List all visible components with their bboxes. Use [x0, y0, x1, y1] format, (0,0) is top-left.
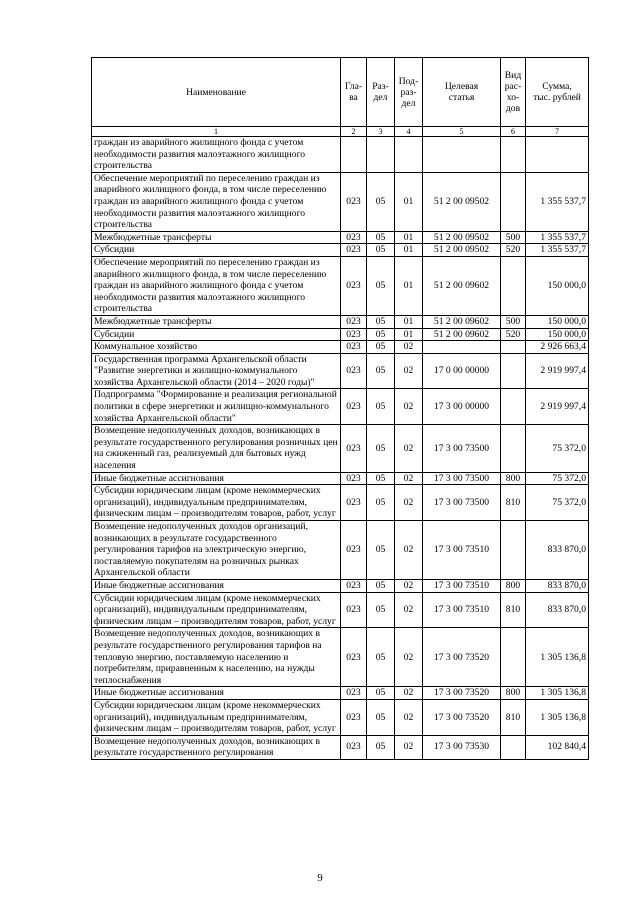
- row-sum: 2 919 997,4: [526, 353, 589, 389]
- row-article: 51 2 00 09502: [423, 172, 501, 231]
- row-razdel: [367, 137, 395, 173]
- table-row: [92, 244, 589, 257]
- row-podrazdel: 02: [395, 389, 423, 425]
- row-razdel: 05: [367, 328, 395, 341]
- row-article: 51 2 00 09502: [423, 231, 501, 244]
- table-row: [92, 353, 589, 389]
- row-sum: 1 305 136,8: [526, 687, 589, 700]
- row-glava: 023: [341, 579, 367, 592]
- row-glava: 023: [341, 472, 367, 485]
- column-number-row: [92, 127, 589, 137]
- row-glava: 023: [341, 485, 367, 521]
- table-row: [92, 389, 589, 425]
- row-podrazdel: 02: [395, 472, 423, 485]
- row-razdel: 05: [367, 231, 395, 244]
- row-glava: 023: [341, 328, 367, 341]
- table-row: [92, 231, 589, 244]
- row-glava: 023: [341, 389, 367, 425]
- column-number: 2: [341, 127, 367, 137]
- row-article: 17 3 00 73530: [423, 735, 501, 759]
- row-podrazdel: 02: [395, 628, 423, 687]
- row-article: 17 3 00 00000: [423, 389, 501, 425]
- row-sum: 150 000,0: [526, 328, 589, 341]
- row-glava: 023: [341, 341, 367, 354]
- row-glava: 023: [341, 699, 367, 735]
- column-number: 1: [92, 127, 341, 137]
- row-vid: 520: [501, 328, 526, 341]
- row-razdel: 05: [367, 256, 395, 315]
- row-glava: 023: [341, 172, 367, 231]
- row-glava: [341, 137, 367, 173]
- row-razdel: 05: [367, 472, 395, 485]
- row-podrazdel: 02: [395, 353, 423, 389]
- row-vid: 800: [501, 472, 526, 485]
- row-glava: 023: [341, 592, 367, 628]
- row-vid: [501, 172, 526, 231]
- column-number: 5: [423, 127, 501, 137]
- row-glava: 023: [341, 244, 367, 257]
- row-sum: 1 355 537,7: [526, 231, 589, 244]
- row-article: 17 3 00 73520: [423, 687, 501, 700]
- row-podrazdel: 01: [395, 172, 423, 231]
- header-razdel: Раз- дел: [367, 58, 395, 127]
- row-razdel: 05: [367, 353, 395, 389]
- row-podrazdel: 01: [395, 315, 423, 328]
- column-number: 3: [367, 127, 395, 137]
- row-razdel: 05: [367, 172, 395, 231]
- row-vid: [501, 735, 526, 759]
- column-number: 4: [395, 127, 423, 137]
- header-glava: Гла- ва: [341, 58, 367, 127]
- table-row: [92, 485, 589, 521]
- row-article: [423, 137, 501, 173]
- row-sum: 75 372,0: [526, 485, 589, 521]
- row-glava: 023: [341, 687, 367, 700]
- row-razdel: 05: [367, 244, 395, 257]
- row-vid: [501, 425, 526, 472]
- row-name: граждан из аварийного жилищного фонда с учетом необходимости развития малоэтажного жилищного строительства: [92, 137, 341, 173]
- row-sum: 150 000,0: [526, 315, 589, 328]
- row-podrazdel: 02: [395, 699, 423, 735]
- row-article: 51 2 00 09602: [423, 315, 501, 328]
- row-vid: [501, 628, 526, 687]
- row-razdel: 05: [367, 485, 395, 521]
- row-article: 51 2 00 09602: [423, 256, 501, 315]
- row-glava: 023: [341, 353, 367, 389]
- row-name: Коммунальное хозяйство: [92, 341, 341, 354]
- row-razdel: 05: [367, 592, 395, 628]
- row-sum: 833 870,0: [526, 592, 589, 628]
- row-vid: [501, 137, 526, 173]
- row-podrazdel: 02: [395, 579, 423, 592]
- row-sum: 75 372,0: [526, 472, 589, 485]
- row-sum: 1 305 136,8: [526, 699, 589, 735]
- budget-table: [91, 57, 589, 760]
- row-sum: 102 840,4: [526, 735, 589, 759]
- row-glava: 023: [341, 425, 367, 472]
- table-row: [92, 472, 589, 485]
- row-vid: 500: [501, 231, 526, 244]
- row-razdel: 05: [367, 699, 395, 735]
- table-row: [92, 521, 589, 580]
- table-row: [92, 172, 589, 231]
- row-podrazdel: 02: [395, 341, 423, 354]
- header-sum: Сумма, тыс. рублей: [526, 58, 589, 127]
- row-razdel: 05: [367, 735, 395, 759]
- row-vid: 810: [501, 592, 526, 628]
- row-name: Возмещение недополученных доходов организаций, возникающих в результате государственного регулирования тарифов на электрическую энергию, поставляемую покупателям на розничных рынках Архангельской области: [92, 521, 341, 580]
- row-glava: 023: [341, 231, 367, 244]
- row-glava: 023: [341, 628, 367, 687]
- row-razdel: 05: [367, 628, 395, 687]
- row-name: Иные бюджетные ассигнования: [92, 687, 341, 700]
- row-razdel: 05: [367, 425, 395, 472]
- row-vid: [501, 341, 526, 354]
- row-name: Субсидии юридическим лицам (кроме некоммерческих организаций), индивидуальным предпринимателям, физическим лицам – производителям товаров, работ, услуг: [92, 592, 341, 628]
- row-glava: 023: [341, 521, 367, 580]
- table-row: [92, 425, 589, 472]
- column-number: 6: [501, 127, 526, 137]
- row-glava: 023: [341, 735, 367, 759]
- row-vid: [501, 256, 526, 315]
- row-sum: 150 000,0: [526, 256, 589, 315]
- table-row: [92, 592, 589, 628]
- row-article: 17 3 00 73510: [423, 521, 501, 580]
- table-body: [92, 137, 589, 760]
- row-vid: [501, 521, 526, 580]
- row-vid: 810: [501, 699, 526, 735]
- row-sum: 1 355 537,7: [526, 244, 589, 257]
- row-razdel: 05: [367, 389, 395, 425]
- row-sum: 2 926 663,4: [526, 341, 589, 354]
- header-row: [92, 58, 589, 127]
- row-vid: 500: [501, 315, 526, 328]
- header-name: Наименование: [92, 58, 341, 127]
- row-vid: 800: [501, 687, 526, 700]
- row-podrazdel: 01: [395, 256, 423, 315]
- row-article: 17 3 00 73520: [423, 699, 501, 735]
- row-vid: [501, 389, 526, 425]
- row-name: Субсидии: [92, 244, 341, 257]
- row-sum: 833 870,0: [526, 521, 589, 580]
- row-name: Межбюджетные трансферты: [92, 231, 341, 244]
- row-article: 17 3 00 73500: [423, 425, 501, 472]
- row-article: 17 3 00 73520: [423, 628, 501, 687]
- row-podrazdel: [395, 137, 423, 173]
- row-podrazdel: 01: [395, 328, 423, 341]
- page-number: 9: [317, 872, 323, 884]
- row-vid: 800: [501, 579, 526, 592]
- header-vid: Вид рас- хо- дов: [501, 58, 526, 127]
- table-row: [92, 699, 589, 735]
- header-podrazdel: Под- раз- дел: [395, 58, 423, 127]
- row-podrazdel: 02: [395, 735, 423, 759]
- row-podrazdel: 01: [395, 231, 423, 244]
- row-article: 17 3 00 73510: [423, 592, 501, 628]
- row-vid: 810: [501, 485, 526, 521]
- row-article: 51 2 00 09502: [423, 244, 501, 257]
- table-row: [92, 315, 589, 328]
- table-row: [92, 579, 589, 592]
- row-podrazdel: 02: [395, 485, 423, 521]
- row-name: Иные бюджетные ассигнования: [92, 472, 341, 485]
- row-sum: 833 870,0: [526, 579, 589, 592]
- row-glava: 023: [341, 315, 367, 328]
- row-article: 17 3 00 73500: [423, 472, 501, 485]
- row-podrazdel: 02: [395, 592, 423, 628]
- table-row: [92, 341, 589, 354]
- row-article: 17 0 00 00000: [423, 353, 501, 389]
- row-vid: [501, 353, 526, 389]
- row-name: Возмещение недополученных доходов, возникающих в результате государственного регулирования тарифов на тепловую энергию, поставляемую населению и потребителям, приравненным к населению, на нужды теплоснабжения: [92, 628, 341, 687]
- row-name: Межбюджетные трансферты: [92, 315, 341, 328]
- row-sum: 75 372,0: [526, 425, 589, 472]
- row-razdel: 05: [367, 315, 395, 328]
- row-sum: 1 355 537,7: [526, 172, 589, 231]
- row-sum: [526, 137, 589, 173]
- table-row: [92, 687, 589, 700]
- column-number: 7: [526, 127, 589, 137]
- row-article: 17 3 00 73500: [423, 485, 501, 521]
- row-sum: 2 919 997,4: [526, 389, 589, 425]
- row-name: Субсидии юридическим лицам (кроме некоммерческих организаций), индивидуальным предпринимателям, физическим лицам – производителям товаров, работ, услуг: [92, 699, 341, 735]
- table-row: [92, 735, 589, 759]
- table-header: [92, 58, 589, 137]
- row-razdel: 05: [367, 341, 395, 354]
- table-row: [92, 628, 589, 687]
- row-glava: 023: [341, 256, 367, 315]
- row-name: Обеспечение мероприятий по переселению граждан из аварийного жилищного фонда, в том числе переселению граждан из аварийного жилищного фонда с учетом необходимости развития малоэтажного жилищного строительства: [92, 256, 341, 315]
- row-name: Иные бюджетные ассигнования: [92, 579, 341, 592]
- row-name: Обеспечение мероприятий по переселению граждан из аварийного жилищного фонда, в том числе переселению граждан из аварийного жилищного фонда с учетом необходимости развития малоэтажного жилищного строительства: [92, 172, 341, 231]
- row-name: Возмещение недополученных доходов, возникающих в результате государственного регулирования розничных цен на сжиженный газ, реализуемый для бытовых нужд населения: [92, 425, 341, 472]
- row-podrazdel: 02: [395, 521, 423, 580]
- row-podrazdel: 01: [395, 244, 423, 257]
- row-vid: 520: [501, 244, 526, 257]
- row-article: [423, 341, 501, 354]
- row-razdel: 05: [367, 521, 395, 580]
- row-razdel: 05: [367, 579, 395, 592]
- row-podrazdel: 02: [395, 425, 423, 472]
- row-name: Субсидии: [92, 328, 341, 341]
- row-article: 17 3 00 73510: [423, 579, 501, 592]
- table-row: [92, 256, 589, 315]
- table-row: [92, 328, 589, 341]
- row-sum: 1 305 136,8: [526, 628, 589, 687]
- header-article: Целевая статья: [423, 58, 501, 127]
- row-podrazdel: 02: [395, 687, 423, 700]
- row-name: Возмещение недополученных доходов, возникающих в результате государственного регулирования: [92, 735, 341, 759]
- table-row: [92, 137, 589, 173]
- row-article: 51 2 00 09602: [423, 328, 501, 341]
- row-razdel: 05: [367, 687, 395, 700]
- row-name: Государственная программа Архангельской области "Развитие энергетики и жилищно-коммунального хозяйства Архангельской области (2014 – 2020 годы)": [92, 353, 341, 389]
- row-name: Подпрограмма "Формирование и реализация региональной политики в сфере энергетики и жилищно-коммунального хозяйства Архангельской области": [92, 389, 341, 425]
- row-name: Субсидии юридическим лицам (кроме некоммерческих организаций), индивидуальным предпринимателям, физическим лицам – производителям товаров, работ, услуг: [92, 485, 341, 521]
